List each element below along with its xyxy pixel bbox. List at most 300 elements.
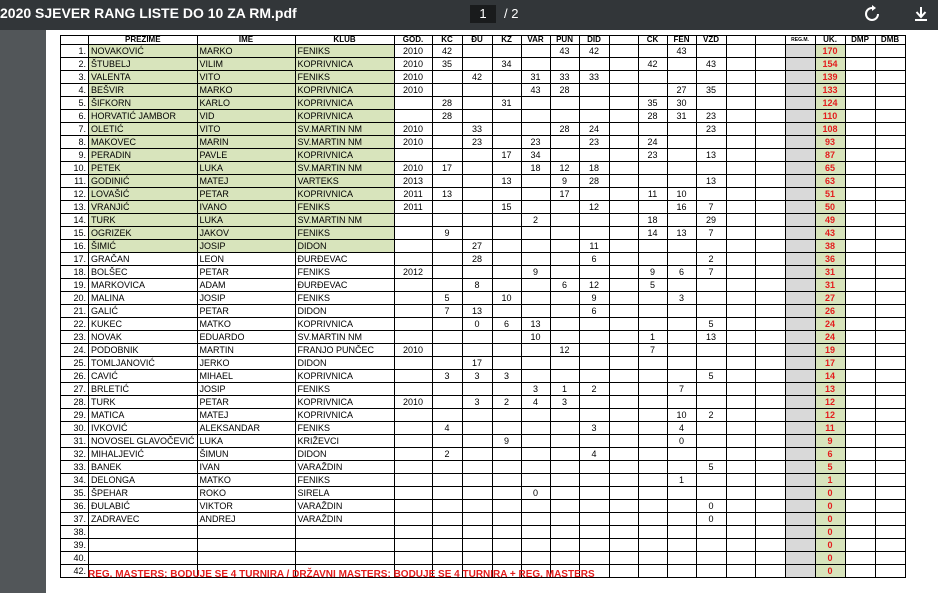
- cell-var: [521, 513, 550, 526]
- cell-vzd: 2: [696, 409, 726, 422]
- cell-x3: [755, 149, 785, 162]
- cell-ime: MIHAEL: [197, 370, 295, 383]
- cell-ime: ADAM: [197, 279, 295, 292]
- cell-fen: [667, 279, 696, 292]
- cell-ck: [638, 526, 667, 539]
- header-cell: DID: [579, 36, 609, 45]
- cell-kc: 5: [432, 292, 462, 305]
- cell-fen: 10: [667, 409, 696, 422]
- cell-rank: 24.: [61, 344, 89, 357]
- cell-uk: 49: [815, 214, 845, 227]
- cell-x1: [609, 45, 638, 58]
- cell-fen: [667, 344, 696, 357]
- cell-dmp: [845, 422, 875, 435]
- cell-rank: 27.: [61, 383, 89, 396]
- cell-dmb: [875, 331, 905, 344]
- cell-prezime: OLETIĆ: [89, 123, 198, 136]
- cell-var: [521, 58, 550, 71]
- cell-god: 2010: [394, 58, 432, 71]
- cell-dmp: [845, 175, 875, 188]
- cell-pun: [550, 201, 579, 214]
- cell-vzd: 43: [696, 58, 726, 71]
- cell-reg: [785, 214, 815, 227]
- cell-uk: 51: [815, 188, 845, 201]
- cell-du: [462, 552, 492, 565]
- cell-x3: [755, 84, 785, 97]
- cell-ck: 18: [638, 214, 667, 227]
- cell-kc: [432, 266, 462, 279]
- cell-x3: [755, 188, 785, 201]
- cell-dmp: [845, 331, 875, 344]
- header-cell: [61, 36, 89, 45]
- cell-rank: 28.: [61, 396, 89, 409]
- cell-dmb: [875, 461, 905, 474]
- cell-ime: MATEJ: [197, 175, 295, 188]
- cell-uk: 24: [815, 331, 845, 344]
- cell-x3: [755, 500, 785, 513]
- cell-kz: [492, 422, 521, 435]
- cell-kc: [432, 149, 462, 162]
- cell-var: [521, 292, 550, 305]
- table-row: [61, 123, 906, 136]
- cell-kz: [492, 474, 521, 487]
- cell-x2: [726, 383, 755, 396]
- cell-ck: [638, 162, 667, 175]
- cell-kc: [432, 344, 462, 357]
- cell-prezime: PETEK: [89, 162, 198, 175]
- cell-ck: [638, 513, 667, 526]
- cell-pun: 28: [550, 84, 579, 97]
- cell-kz: [492, 344, 521, 357]
- cell-rank: 25.: [61, 357, 89, 370]
- cell-rank: 31.: [61, 435, 89, 448]
- cell-var: 2: [521, 214, 550, 227]
- cell-fen: 10: [667, 188, 696, 201]
- cell-x3: [755, 539, 785, 552]
- cell-pun: 6: [550, 279, 579, 292]
- cell-fen: [667, 162, 696, 175]
- cell-klub: KOPRIVNICA: [295, 318, 394, 331]
- table-row: [61, 84, 906, 97]
- cell-du: [462, 58, 492, 71]
- cell-ck: 24: [638, 136, 667, 149]
- cell-kc: [432, 214, 462, 227]
- cell-reg: [785, 305, 815, 318]
- cell-reg: [785, 279, 815, 292]
- cell-x3: [755, 253, 785, 266]
- cell-pun: [550, 292, 579, 305]
- cell-god: 2010: [394, 45, 432, 58]
- cell-x3: [755, 474, 785, 487]
- cell-x2: [726, 565, 755, 578]
- cell-dmb: [875, 500, 905, 513]
- cell-fen: 1: [667, 474, 696, 487]
- cell-pun: [550, 227, 579, 240]
- cell-var: 34: [521, 149, 550, 162]
- cell-x1: [609, 539, 638, 552]
- cell-dmp: [845, 448, 875, 461]
- cell-x2: [726, 357, 755, 370]
- cell-kc: 3: [432, 370, 462, 383]
- cell-did: [579, 318, 609, 331]
- cell-x2: [726, 422, 755, 435]
- cell-fen: [667, 175, 696, 188]
- cell-did: [579, 58, 609, 71]
- cell-klub: FENIKS: [295, 266, 394, 279]
- cell-reg: [785, 123, 815, 136]
- table-row: [61, 188, 906, 201]
- cell-x2: [726, 214, 755, 227]
- cell-did: [579, 435, 609, 448]
- cell-did: [579, 266, 609, 279]
- cell-du: [462, 344, 492, 357]
- cell-uk: 27: [815, 292, 845, 305]
- cell-reg: [785, 84, 815, 97]
- cell-did: 9: [579, 292, 609, 305]
- cell-prezime: TOMLJANOVIĆ: [89, 357, 198, 370]
- cell-prezime: HORVATIĆ JAMBOR: [89, 110, 198, 123]
- cell-ime: PAVLE: [197, 149, 295, 162]
- cell-ck: [638, 539, 667, 552]
- cell-vzd: 13: [696, 331, 726, 344]
- cell-x2: [726, 227, 755, 240]
- cell-x1: [609, 513, 638, 526]
- cell-var: [521, 45, 550, 58]
- cell-reg: [785, 539, 815, 552]
- cell-vzd: 7: [696, 266, 726, 279]
- cell-dmp: [845, 84, 875, 97]
- cell-uk: 170: [815, 45, 845, 58]
- cell-du: 28: [462, 253, 492, 266]
- cell-god: [394, 526, 432, 539]
- cell-uk: 1: [815, 474, 845, 487]
- cell-dmb: [875, 513, 905, 526]
- cell-x1: [609, 422, 638, 435]
- table-row: [61, 58, 906, 71]
- cell-x3: [755, 318, 785, 331]
- table-row: [61, 71, 906, 84]
- cell-god: [394, 318, 432, 331]
- cell-ime: [197, 552, 295, 565]
- cell-x1: [609, 318, 638, 331]
- cell-x3: [755, 448, 785, 461]
- cell-x3: [755, 513, 785, 526]
- cell-x3: [755, 435, 785, 448]
- cell-prezime: MARKOVICA: [89, 279, 198, 292]
- cell-reg: [785, 253, 815, 266]
- cell-rank: 36.: [61, 500, 89, 513]
- cell-uk: 0: [815, 487, 845, 500]
- cell-kc: 28: [432, 110, 462, 123]
- cell-x2: [726, 45, 755, 58]
- cell-did: [579, 357, 609, 370]
- cell-rank: 37.: [61, 513, 89, 526]
- cell-fen: 7: [667, 383, 696, 396]
- cell-x1: [609, 201, 638, 214]
- cell-uk: 31: [815, 266, 845, 279]
- cell-dmb: [875, 422, 905, 435]
- cell-du: [462, 331, 492, 344]
- cell-dmb: [875, 279, 905, 292]
- cell-reg: [785, 565, 815, 578]
- cell-did: 12: [579, 279, 609, 292]
- table-row: [61, 383, 906, 396]
- cell-klub: KOPRIVNICA: [295, 149, 394, 162]
- cell-dmp: [845, 97, 875, 110]
- cell-var: [521, 526, 550, 539]
- cell-kz: [492, 84, 521, 97]
- cell-reg: [785, 513, 815, 526]
- cell-x1: [609, 266, 638, 279]
- cell-x1: [609, 253, 638, 266]
- cell-prezime: BRLETIĆ: [89, 383, 198, 396]
- cell-rank: 22.: [61, 318, 89, 331]
- cell-du: 13: [462, 305, 492, 318]
- cell-var: 43: [521, 84, 550, 97]
- cell-did: [579, 84, 609, 97]
- cell-du: [462, 292, 492, 305]
- cell-kc: 7: [432, 305, 462, 318]
- cell-ck: [638, 123, 667, 136]
- cell-vzd: 5: [696, 370, 726, 383]
- cell-var: [521, 253, 550, 266]
- cell-pun: [550, 97, 579, 110]
- cell-kc: 42: [432, 45, 462, 58]
- cell-x3: [755, 396, 785, 409]
- header-cell: GOD.: [394, 36, 432, 45]
- cell-klub: SV.MARTIN NM: [295, 123, 394, 136]
- table-row: [61, 526, 906, 539]
- cell-uk: 31: [815, 279, 845, 292]
- cell-kc: [432, 383, 462, 396]
- cell-reg: [785, 474, 815, 487]
- cell-ck: 5: [638, 279, 667, 292]
- cell-var: [521, 110, 550, 123]
- cell-vzd: [696, 279, 726, 292]
- cell-fen: [667, 58, 696, 71]
- cell-god: [394, 305, 432, 318]
- cell-rank: 8.: [61, 136, 89, 149]
- cell-prezime: [89, 539, 198, 552]
- cell-du: [462, 84, 492, 97]
- cell-klub: ĐURĐEVAC: [295, 253, 394, 266]
- cell-kz: [492, 552, 521, 565]
- cell-did: 4: [579, 448, 609, 461]
- cell-vzd: [696, 474, 726, 487]
- cell-kc: [432, 500, 462, 513]
- cell-rank: 40.: [61, 552, 89, 565]
- cell-ck: [638, 71, 667, 84]
- cell-dmp: [845, 149, 875, 162]
- cell-god: 2010: [394, 344, 432, 357]
- cell-god: 2010: [394, 84, 432, 97]
- cell-pun: [550, 214, 579, 227]
- cell-fen: [667, 513, 696, 526]
- cell-x1: [609, 305, 638, 318]
- cell-did: [579, 188, 609, 201]
- cell-fen: [667, 565, 696, 578]
- cell-kz: [492, 253, 521, 266]
- cell-x3: [755, 58, 785, 71]
- cell-pun: [550, 240, 579, 253]
- cell-fen: 0: [667, 435, 696, 448]
- cell-god: [394, 97, 432, 110]
- cell-x3: [755, 175, 785, 188]
- table-row: [61, 487, 906, 500]
- cell-god: 2010: [394, 71, 432, 84]
- cell-god: 2013: [394, 175, 432, 188]
- cell-kc: [432, 240, 462, 253]
- cell-var: [521, 539, 550, 552]
- cell-x1: [609, 500, 638, 513]
- cell-x3: [755, 97, 785, 110]
- cell-dmb: [875, 84, 905, 97]
- cell-rank: 2.: [61, 58, 89, 71]
- cell-ime: MATKO: [197, 474, 295, 487]
- cell-pun: [550, 448, 579, 461]
- cell-dmp: [845, 253, 875, 266]
- cell-x2: [726, 513, 755, 526]
- cell-god: [394, 110, 432, 123]
- cell-pun: [550, 474, 579, 487]
- cell-ime: MARTIN: [197, 344, 295, 357]
- cell-ck: [638, 175, 667, 188]
- cell-vzd: 2: [696, 253, 726, 266]
- cell-ck: [638, 201, 667, 214]
- cell-var: 13: [521, 318, 550, 331]
- cell-prezime: NOVAK: [89, 331, 198, 344]
- cell-ime: MATEJ: [197, 409, 295, 422]
- cell-x2: [726, 409, 755, 422]
- cell-x2: [726, 162, 755, 175]
- cell-x2: [726, 58, 755, 71]
- cell-did: 24: [579, 123, 609, 136]
- cell-x1: [609, 396, 638, 409]
- cell-prezime: OGRIZEK: [89, 227, 198, 240]
- cell-dmb: [875, 110, 905, 123]
- cell-vzd: [696, 552, 726, 565]
- cell-reg: [785, 58, 815, 71]
- cell-dmp: [845, 214, 875, 227]
- cell-god: [394, 474, 432, 487]
- table-row: [61, 331, 906, 344]
- cell-did: 18: [579, 162, 609, 175]
- cell-dmb: [875, 448, 905, 461]
- cell-du: [462, 435, 492, 448]
- download-icon[interactable]: [909, 2, 933, 26]
- cell-vzd: [696, 188, 726, 201]
- document-title: 2020 SJEVER RANG LISTE DO 10 ZA RM.pdf: [0, 5, 297, 21]
- cell-x2: [726, 318, 755, 331]
- cell-rank: 30.: [61, 422, 89, 435]
- cell-vzd: 35: [696, 84, 726, 97]
- cell-x3: [755, 422, 785, 435]
- cell-x2: [726, 292, 755, 305]
- cell-uk: 63: [815, 175, 845, 188]
- cell-kc: [432, 474, 462, 487]
- cell-prezime: MAKOVEC: [89, 136, 198, 149]
- cell-uk: 43: [815, 227, 845, 240]
- cell-uk: 93: [815, 136, 845, 149]
- cell-x1: [609, 370, 638, 383]
- cell-uk: 24: [815, 318, 845, 331]
- cell-did: 3: [579, 422, 609, 435]
- cell-x2: [726, 240, 755, 253]
- cell-x1: [609, 383, 638, 396]
- cell-ck: 23: [638, 149, 667, 162]
- cell-pun: [550, 513, 579, 526]
- cell-klub: KOPRIVNICA: [295, 110, 394, 123]
- cell-var: [521, 448, 550, 461]
- cell-prezime: PERADIN: [89, 149, 198, 162]
- cell-du: [462, 500, 492, 513]
- cell-vzd: [696, 292, 726, 305]
- cell-rank: 29.: [61, 409, 89, 422]
- cell-kc: 4: [432, 422, 462, 435]
- cell-ck: 42: [638, 58, 667, 71]
- cell-kc: [432, 461, 462, 474]
- header-cell: KLUB: [295, 36, 394, 45]
- cell-x2: [726, 500, 755, 513]
- cell-x2: [726, 461, 755, 474]
- cell-x3: [755, 383, 785, 396]
- cell-kc: 35: [432, 58, 462, 71]
- cell-var: [521, 279, 550, 292]
- cell-rank: 6.: [61, 110, 89, 123]
- cell-kc: [432, 435, 462, 448]
- cell-kc: [432, 513, 462, 526]
- cell-kz: [492, 279, 521, 292]
- viewer-toolbar: [0, 0, 938, 30]
- cell-reg: [785, 396, 815, 409]
- cell-dmb: [875, 201, 905, 214]
- table-row: [61, 539, 906, 552]
- cell-fen: [667, 305, 696, 318]
- cell-vzd: 13: [696, 175, 726, 188]
- cell-prezime: GODINIĆ: [89, 175, 198, 188]
- cell-kc: [432, 136, 462, 149]
- cell-did: [579, 487, 609, 500]
- table-row: [61, 448, 906, 461]
- cell-god: 2011: [394, 201, 432, 214]
- page-number-input[interactable]: 1: [470, 5, 496, 23]
- cell-god: [394, 409, 432, 422]
- rotate-icon[interactable]: [860, 2, 884, 26]
- cell-fen: [667, 331, 696, 344]
- cell-ck: [638, 318, 667, 331]
- cell-du: [462, 214, 492, 227]
- table-row: [61, 201, 906, 214]
- cell-fen: 3: [667, 292, 696, 305]
- cell-reg: [785, 487, 815, 500]
- cell-prezime: MALINA: [89, 292, 198, 305]
- cell-fen: [667, 487, 696, 500]
- cell-var: [521, 422, 550, 435]
- cell-kc: 13: [432, 188, 462, 201]
- cell-x3: [755, 214, 785, 227]
- cell-x2: [726, 474, 755, 487]
- cell-god: 2010: [394, 396, 432, 409]
- cell-var: [521, 97, 550, 110]
- pdf-page[interactable]: [46, 30, 938, 593]
- table-row: [61, 253, 906, 266]
- cell-x3: [755, 461, 785, 474]
- cell-du: [462, 45, 492, 58]
- cell-x2: [726, 201, 755, 214]
- cell-vzd: [696, 240, 726, 253]
- cell-did: [579, 344, 609, 357]
- header-cell: PREZIME: [89, 36, 198, 45]
